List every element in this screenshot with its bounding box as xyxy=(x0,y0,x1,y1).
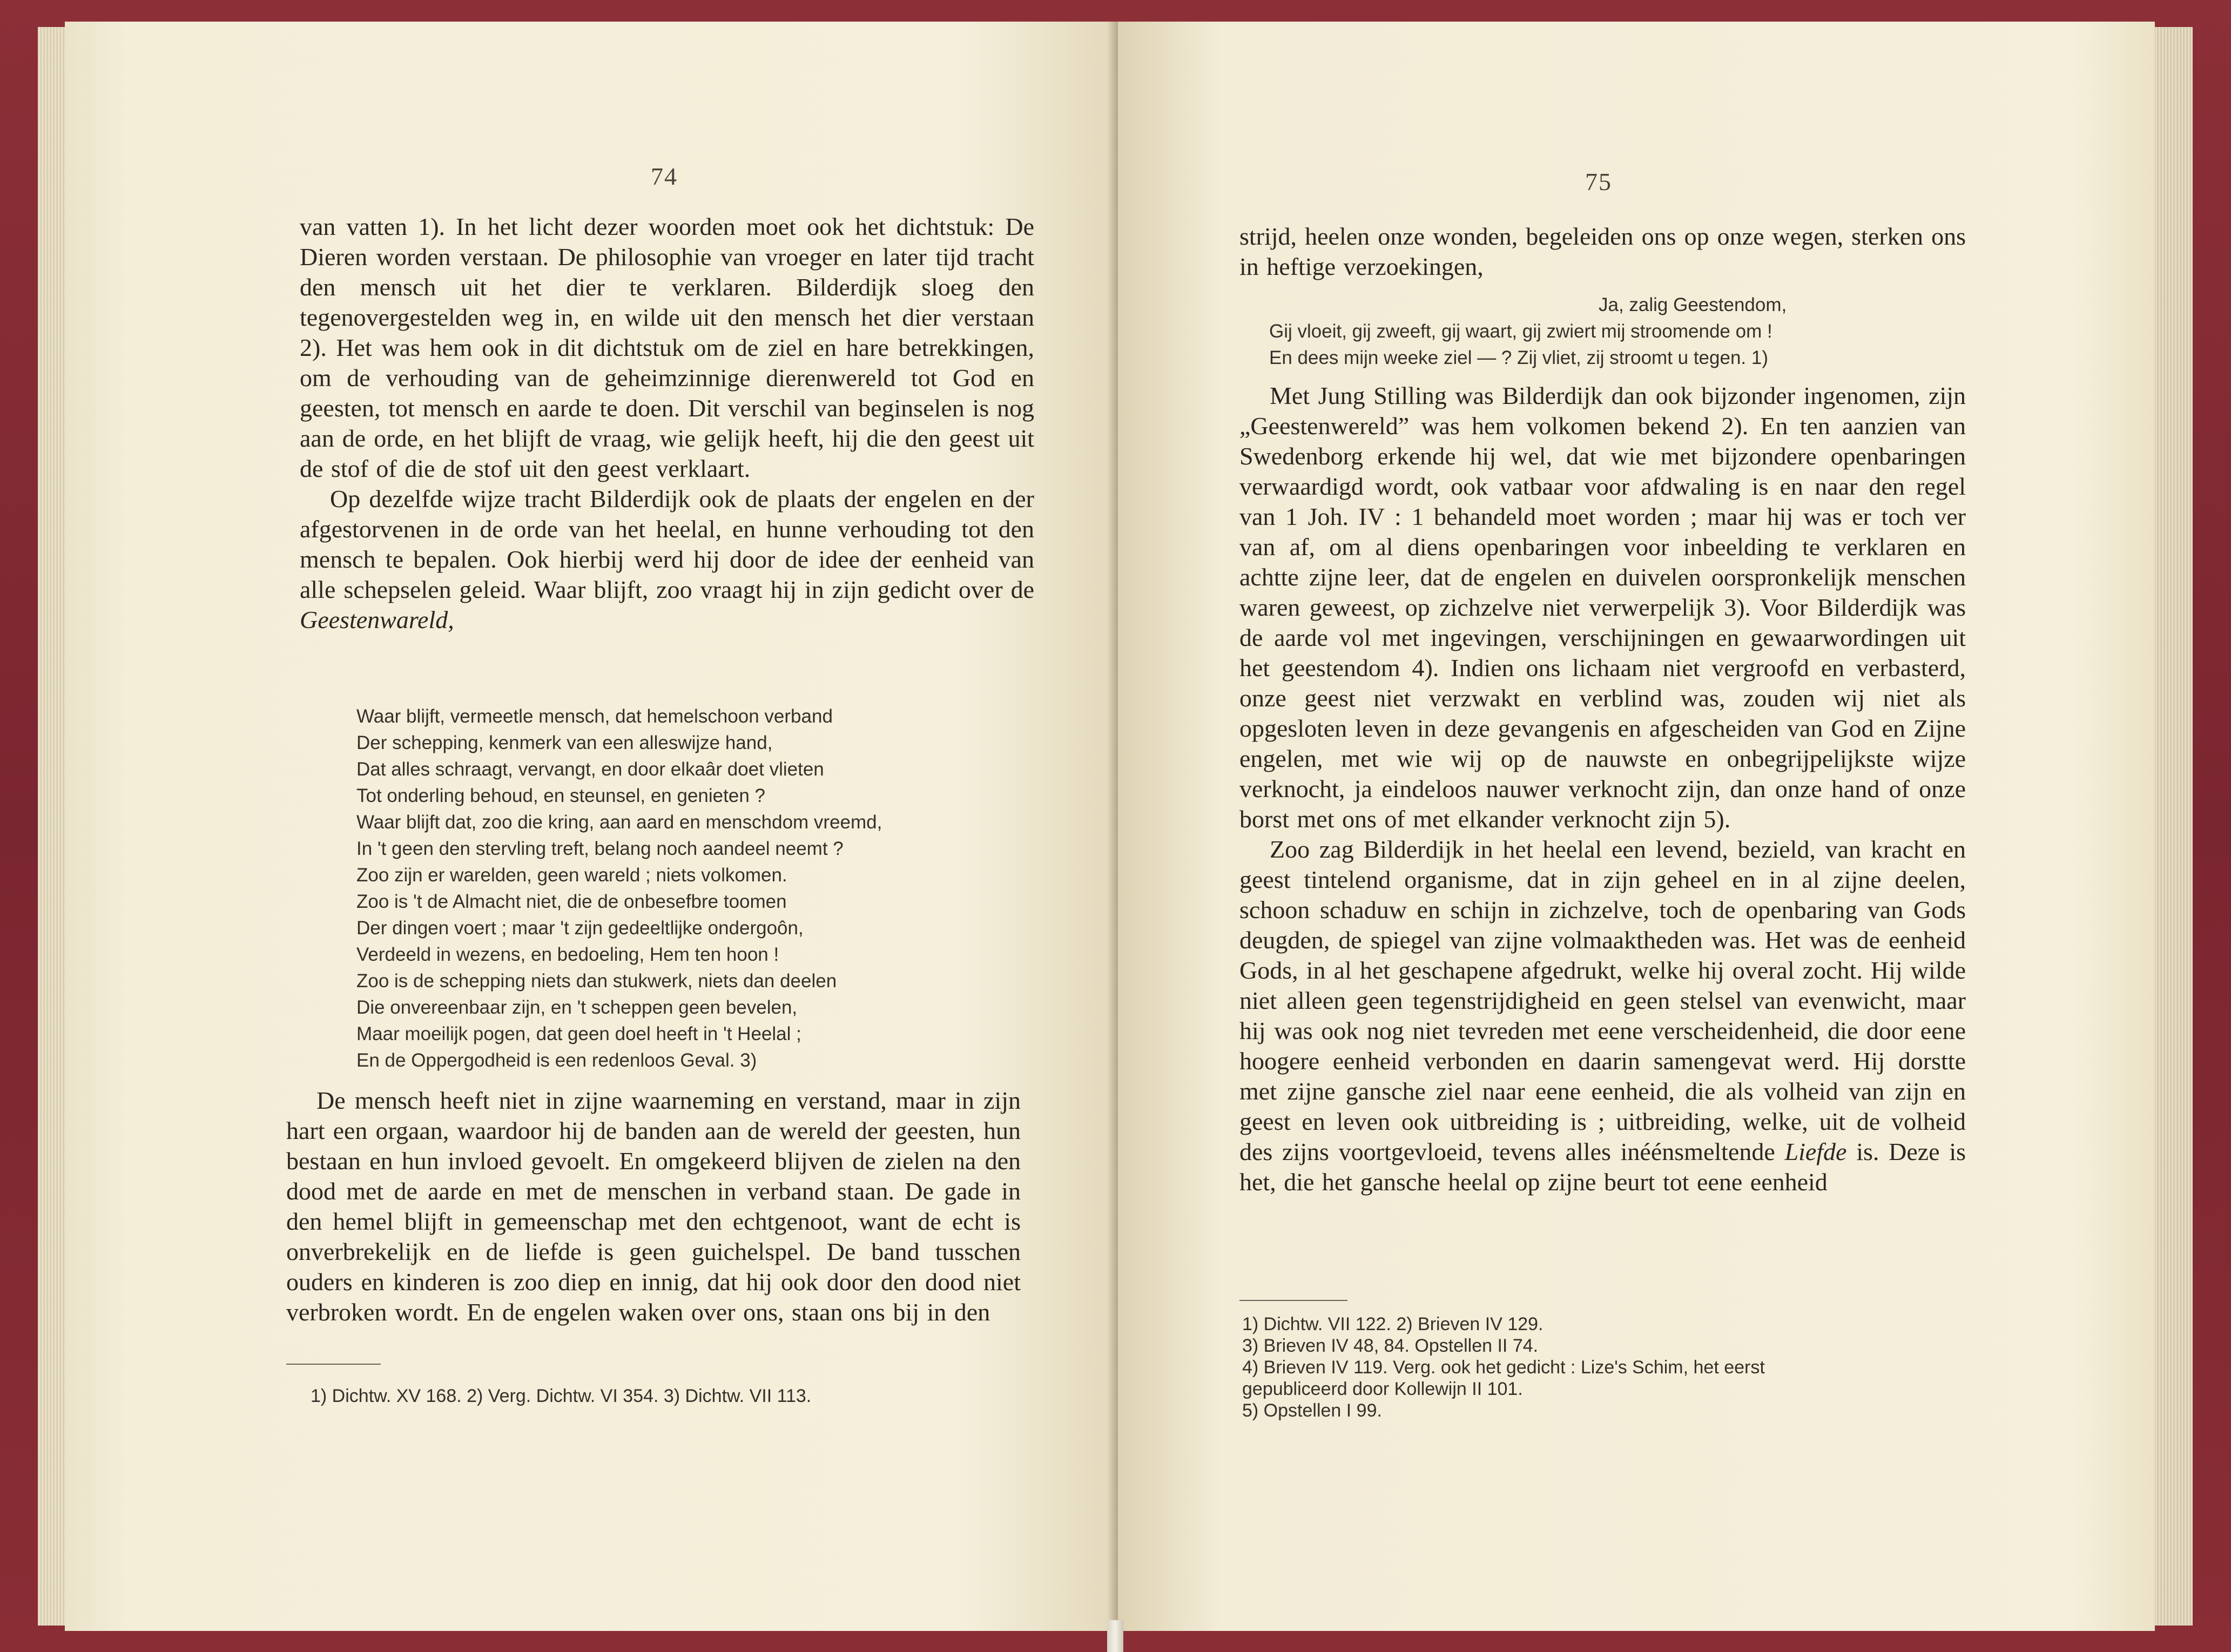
right-paragraph-3-text: Zoo zag Bilderdijk in het heelal een levend, bezield, van kracht en geest tintelend organisme, dat in zijn geheel en in al zijne deelen, schoon schaduw en schijn in zichzelve, toch de openbaring van Gods deugden, de spiegel van zijne volmaaktheden was. Het was de eenheid Gods, in al het geschapene afgedrukt, welke hij overal zocht. Hij wilde niet alleen geen tegenstrijdigheid en geen stelsel van evenwicht, maar hij was ook nog niet tevreden met eene verscheidenheid, die door eene hoogere eenheid verbonden en daarin samengevat werd. Hij dorstte met zijne gansche ziel naar eene eenheid, die als volheid van zijn en geest en leven ook uitbreiding is ; uitbreiding, welke, uit de volheid des zijns voortgevloeid, tevens alles inéénsmeltende xyxy=(1239,835,1966,1165)
left-page-number: 74 xyxy=(651,163,678,190)
left-paragraph-3: De mensch heeft niet in zijne waarneming en verstand, maar in zijn hart een orgaan, waardoor hij de banden aan de wereld der geesten, hun bestaan en hun invloed gevoelt. En omgekeerd blijven de zielen na den dood met de aarde en met de menschen in verband staan. De gade in den hemel blijft in gemeenschap met den echtgenoot, want de echt is onverbrekelijk en de liefde is geen guichelspel. De band tusschen ouders en kinderen is zoo diep en innig, dat hij ook door den dood niet verbroken wordt. En de engelen waken over ons, staan ons bij in den xyxy=(286,1087,1021,1326)
right-paragraph-3-end: is. Deze is het, die het gansche heelal op zijne beurt tot eene eenheid xyxy=(1239,1138,1966,1196)
poem-line: Der schepping, kenmerk van een alleswijze hand, xyxy=(356,732,773,753)
poem-line: En de Oppergodheid is een redenloos Geval. 3) xyxy=(356,1050,757,1071)
bookmark-ribbon xyxy=(1107,1620,1123,1652)
poem-line: Waar blijft dat, zoo die kring, aan aard en menschdom vreemd, xyxy=(356,812,882,833)
right-paragraph-2: Met Jung Stilling was Bilderdijk dan ook bijzonder ingenomen, zijn „Geestenwereld” was hem volkomen bekend 2). En ten aanzien van Swedenborg erkende hij wel, dat wie met bijzondere openbaringen verwaardigd wordt, ook vatbaar voor afdwaling is en naar den regel van 1 Joh. IV : 1 behandeld moet worden ; maar hij was er toch ver van af, om al diens openbaringen voor inbeelding te verklaren en achtte zijne leer, dat de engelen en duivelen oorspronkelijk menschen waren geweest, op zichzelve niet verwerpelijk 3). Voor Bilderdijk was de aarde vol met ingevingen, verschijningen en gewaarwordingen uit het geestendom 4). Indien ons lichaam niet vergroofd en verbasterd, onze geest niet verzwakt en verblind was, zouden wij niet als opgesloten leven in deze gevangenis en afgescheiden van God en Zijne engelen, met wie wij op de nauwste en onbegrijpelijkste wijze verknocht, ja eindeloos nauwer verknocht zijn, dan onze hand of onze borst met ons of met elkander verknocht zijn 5). xyxy=(1239,382,1966,833)
poem-line: Zoo is 't de Almacht niet, die de onbesefbre toomen xyxy=(356,891,787,912)
footnote-line: 3) Brieven IV 48, 84. Opstellen II 74. xyxy=(1242,1336,1539,1356)
right-poem xyxy=(1269,292,1787,371)
poem-line: Verdeeld in wezens, en bedoeling, Hem ten hoon ! xyxy=(356,944,779,965)
poem-line: Die onvereenbaar zijn, en 't scheppen geen bevelen, xyxy=(356,997,798,1018)
poem-line: Ja, zalig Geestendom, xyxy=(1599,294,1787,315)
left-text-upper xyxy=(300,212,1034,635)
right-text-top xyxy=(1239,221,1966,282)
right-paragraph-3-italic: Liefde xyxy=(1784,1138,1847,1165)
footnote-line: 1) Dichtw. VII 122. 2) Brieven IV 129. xyxy=(1242,1314,1543,1334)
left-footnote xyxy=(311,1385,811,1407)
poem-line: Maar moeilijk pogen, dat geen doel heeft in 't Heelal ; xyxy=(356,1023,801,1044)
poem-line: Dat alles schraagt, vervangt, en door elkaâr doet vlieten xyxy=(356,759,824,780)
footnote-line: 4) Brieven IV 119. Verg. ook het gedicht : Lize's Schim, het eerst xyxy=(1242,1357,1765,1378)
footnote-line: 5) Opstellen I 99. xyxy=(1242,1400,1382,1421)
left-paragraph-2 xyxy=(300,484,1034,635)
right-page-number: 75 xyxy=(1585,168,1612,195)
poem-line: En dees mijn weeke ziel — ? Zij vliet, zij stroomt u tegen. 1) xyxy=(1269,347,1768,368)
footnote-line: gepubliceerd door Kollewijn II 101. xyxy=(1242,1379,1523,1399)
poem-line: Zoo zijn er warelden, geen wareld ; niets volkomen. xyxy=(356,865,787,886)
left-paragraph-2-text: Op dezelfde wijze tracht Bilderdijk ook de plaats der engelen en der afgestorvenen in de orde van het heelal, en hunne verhouding tot den mensch te bepalen. Ook hierbij werd hij door de idee der eenheid van alle schepselen geleid. Waar blijft, zoo vraagt hij in zijn gedicht over de xyxy=(300,485,1034,603)
poem-line: Waar blijft, vermeetle mensch, dat hemelschoon verband xyxy=(356,706,833,727)
right-text-main xyxy=(1239,381,1966,1197)
right-paragraph-3 xyxy=(1239,834,1966,1197)
left-text-lower xyxy=(286,1085,1021,1327)
right-footnotes xyxy=(1242,1313,1765,1421)
poem-line: Zoo is de schepping niets dan stukwerk, niets dan deelen xyxy=(356,970,837,992)
poem-line: In 't geen den stervling treft, belang noch aandeel neemt ? xyxy=(356,838,844,859)
left-poem xyxy=(356,703,882,1074)
poem-line: Der dingen voert ; maar 't zijn gedeeltlijke ondergoôn, xyxy=(356,918,804,939)
poem-line: Tot onderling behoud, en steunsel, en genieten ? xyxy=(356,785,765,806)
poem-line: Gij vloeit, gij zweeft, gij waart, gij zwiert mij stroomende om ! xyxy=(1269,321,1772,342)
left-paragraph-1: van vatten 1). In het licht dezer woorden moet ook het dichtstuk: De Dieren worden verstaan. De philosophie van vroeger en later tijd tracht den mensch uit het dier te verklaren. Bilderdijk sloeg den tegenovergestelden weg in, en wilde uit den mensch het dier verstaan 2). Het was hem ook in dit dichtstuk om de ziel en hare betrekkingen, om de verhouding van de geheimzinnige dierenwereld tot God en geesten, tot mensch en aarde te doen. Dit verschil van beginselen is nog aan de orde, en het blijft de vraag, wie gelijk heeft, hij die den geest uit de stof of die de stof uit den geest verklaart. xyxy=(300,213,1034,482)
left-paragraph-2-title: Geestenwareld, xyxy=(300,606,454,633)
right-paragraph-1: strijd, heelen onze wonden, begeleiden ons op onze wegen, sterken ons in heftige verzoekingen, xyxy=(1239,222,1966,280)
right-footnote-rule xyxy=(1239,1300,1347,1301)
footnote-line: 1) Dichtw. XV 168. 2) Verg. Dichtw. VI 354. 3) Dichtw. VII 113. xyxy=(311,1386,812,1406)
left-footnote-rule xyxy=(286,1364,381,1365)
